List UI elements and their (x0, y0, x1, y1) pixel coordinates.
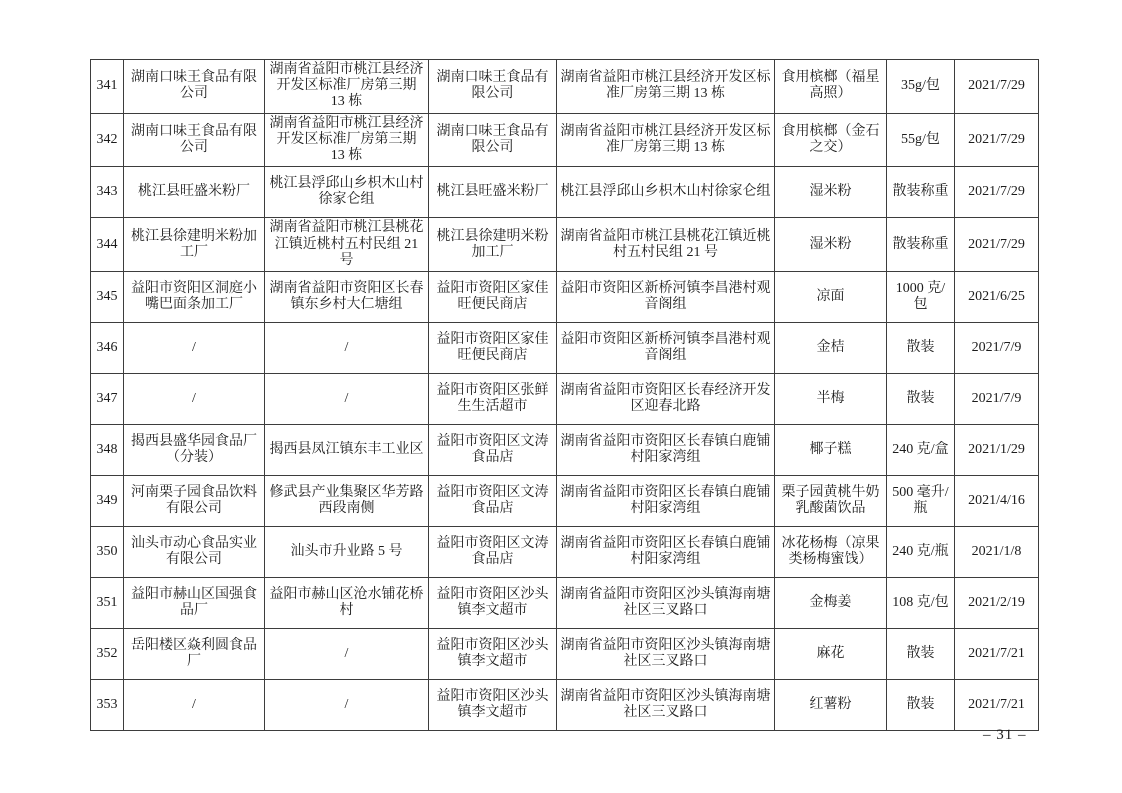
food-name-cell: 湿米粉 (775, 218, 887, 272)
spec-cell: 108 克/包 (887, 578, 955, 629)
sampled-unit-name-cell: 益阳市资阳区沙头镇李文超市 (429, 680, 557, 731)
sampled-unit-name-cell: 益阳市资阳区沙头镇李文超市 (429, 629, 557, 680)
table-row (91, 272, 1039, 323)
spec-cell: 35g/包 (887, 60, 955, 114)
table-row (91, 578, 1039, 629)
food-name-cell: 食用槟榔（福星高照） (775, 60, 887, 114)
sampled-unit-name-cell: 益阳市资阳区文涛食品店 (429, 476, 557, 527)
sampled-unit-address-cell: 湖南省益阳市资阳区长春镇白鹿铺村阳家湾组 (557, 425, 775, 476)
sampled-unit-address-cell: 益阳市资阳区新桥河镇李昌港村观音阁组 (557, 272, 775, 323)
spec-cell: 500 毫升/瓶 (887, 476, 955, 527)
producer-name-cell: 湖南口味王食品有限公司 (124, 113, 265, 167)
sampled-unit-address-cell: 湖南省益阳市资阳区长春镇白鹿铺村阳家湾组 (557, 476, 775, 527)
producer-address-cell: 湖南省益阳市桃江县桃花江镇近桃村五村民组 21 号 (265, 218, 429, 272)
sampled-unit-address-cell: 湖南省益阳市桃江县经济开发区标准厂房第三期 13 栋 (557, 60, 775, 114)
producer-address-cell: / (265, 680, 429, 731)
table-row (91, 425, 1039, 476)
row-number-cell: 348 (91, 425, 124, 476)
food-name-cell: 半梅 (775, 374, 887, 425)
spec-cell: 散装 (887, 680, 955, 731)
row-number-cell: 351 (91, 578, 124, 629)
producer-name-cell: 湖南口味王食品有限公司 (124, 60, 265, 114)
row-number-cell: 347 (91, 374, 124, 425)
food-name-cell: 红薯粉 (775, 680, 887, 731)
production-date-cell: 2021/7/9 (955, 323, 1039, 374)
sampled-unit-name-cell: 湖南口味王食品有限公司 (429, 60, 557, 114)
producer-name-cell: 桃江县旺盛米粉厂 (124, 167, 265, 218)
spec-cell: 散装 (887, 323, 955, 374)
sampled-unit-name-cell: 益阳市资阳区文涛食品店 (429, 527, 557, 578)
sampled-unit-name-cell: 益阳市资阳区家佳旺便民商店 (429, 272, 557, 323)
table-row (91, 476, 1039, 527)
production-date-cell: 2021/4/16 (955, 476, 1039, 527)
sampled-unit-name-cell: 桃江县旺盛米粉厂 (429, 167, 557, 218)
production-date-cell: 2021/1/8 (955, 527, 1039, 578)
sampled-unit-name-cell: 益阳市资阳区沙头镇李文超市 (429, 578, 557, 629)
row-number-cell: 343 (91, 167, 124, 218)
sampled-unit-address-cell: 湖南省益阳市资阳区沙头镇海南塘社区三叉路口 (557, 629, 775, 680)
producer-address-cell: 汕头市升业路 5 号 (265, 527, 429, 578)
sampled-unit-name-cell: 益阳市资阳区张鲜生生活超市 (429, 374, 557, 425)
food-name-cell: 湿米粉 (775, 167, 887, 218)
row-number-cell: 341 (91, 60, 124, 114)
table-body (91, 60, 1039, 731)
producer-address-cell: 揭西县凤江镇东丰工业区 (265, 425, 429, 476)
production-date-cell: 2021/6/25 (955, 272, 1039, 323)
producer-address-cell: 益阳市赫山区沧水铺花桥村 (265, 578, 429, 629)
sampled-unit-address-cell: 湖南省益阳市资阳区长春镇白鹿铺村阳家湾组 (557, 527, 775, 578)
food-name-cell: 金梅姜 (775, 578, 887, 629)
row-number-cell: 342 (91, 113, 124, 167)
sampled-unit-address-cell: 湖南省益阳市资阳区长春经济开发区迎春北路 (557, 374, 775, 425)
production-date-cell: 2021/7/29 (955, 60, 1039, 114)
spec-cell: 240 克/盒 (887, 425, 955, 476)
row-number-cell: 345 (91, 272, 124, 323)
table-row (91, 527, 1039, 578)
producer-name-cell: 益阳市赫山区国强食品厂 (124, 578, 265, 629)
page-number: – 31 – (983, 727, 1027, 743)
food-name-cell: 食用槟榔（金石之交） (775, 113, 887, 167)
producer-name-cell: 河南栗子园食品饮料有限公司 (124, 476, 265, 527)
sampled-unit-name-cell: 益阳市资阳区文涛食品店 (429, 425, 557, 476)
producer-address-cell: / (265, 374, 429, 425)
sampled-unit-name-cell: 益阳市资阳区家佳旺便民商店 (429, 323, 557, 374)
food-name-cell: 麻花 (775, 629, 887, 680)
spec-cell: 散装称重 (887, 218, 955, 272)
producer-name-cell: 益阳市资阳区洞庭小嘴巴面条加工厂 (124, 272, 265, 323)
table-row (91, 323, 1039, 374)
production-date-cell: 2021/7/9 (955, 374, 1039, 425)
producer-address-cell: 湖南省益阳市桃江县经济开发区标准厂房第三期 13 栋 (265, 60, 429, 114)
production-date-cell: 2021/7/21 (955, 629, 1039, 680)
row-number-cell: 349 (91, 476, 124, 527)
table-row (91, 113, 1039, 167)
sampling-results-table (90, 59, 1039, 731)
sampled-unit-address-cell: 湖南省益阳市资阳区沙头镇海南塘社区三叉路口 (557, 578, 775, 629)
food-name-cell: 冰花杨梅（凉果类杨梅蜜饯） (775, 527, 887, 578)
table-row (91, 374, 1039, 425)
producer-address-cell: 修武县产业集聚区华芳路西段南侧 (265, 476, 429, 527)
sampled-unit-name-cell: 桃江县徐建明米粉加工厂 (429, 218, 557, 272)
producer-address-cell: 桃江县浮邱山乡枳木山村徐家仑组 (265, 167, 429, 218)
spec-cell: 散装称重 (887, 167, 955, 218)
food-name-cell: 凉面 (775, 272, 887, 323)
producer-address-cell: / (265, 629, 429, 680)
table-row (91, 218, 1039, 272)
row-number-cell: 353 (91, 680, 124, 731)
table-row (91, 167, 1039, 218)
row-number-cell: 346 (91, 323, 124, 374)
table-row (91, 629, 1039, 680)
sampled-unit-name-cell: 湖南口味王食品有限公司 (429, 113, 557, 167)
producer-address-cell: / (265, 323, 429, 374)
sampled-unit-address-cell: 湖南省益阳市桃江县桃花江镇近桃村五村民组 21 号 (557, 218, 775, 272)
production-date-cell: 2021/7/29 (955, 113, 1039, 167)
producer-address-cell: 湖南省益阳市桃江县经济开发区标准厂房第三期 13 栋 (265, 113, 429, 167)
sampled-unit-address-cell: 桃江县浮邱山乡枳木山村徐家仑组 (557, 167, 775, 218)
sampled-unit-address-cell: 益阳市资阳区新桥河镇李昌港村观音阁组 (557, 323, 775, 374)
producer-name-cell: / (124, 680, 265, 731)
table-row (91, 680, 1039, 731)
production-date-cell: 2021/7/29 (955, 218, 1039, 272)
food-name-cell: 椰子糕 (775, 425, 887, 476)
row-number-cell: 344 (91, 218, 124, 272)
row-number-cell: 352 (91, 629, 124, 680)
table-row (91, 60, 1039, 114)
producer-name-cell: / (124, 374, 265, 425)
row-number-cell: 350 (91, 527, 124, 578)
food-name-cell: 金桔 (775, 323, 887, 374)
spec-cell: 1000 克/包 (887, 272, 955, 323)
producer-name-cell: 岳阳楼区焱利圆食品厂 (124, 629, 265, 680)
spec-cell: 散装 (887, 629, 955, 680)
production-date-cell: 2021/1/29 (955, 425, 1039, 476)
production-date-cell: 2021/7/21 (955, 680, 1039, 731)
spec-cell: 240 克/瓶 (887, 527, 955, 578)
producer-address-cell: 湖南省益阳市资阳区长春镇东乡村大仁塘组 (265, 272, 429, 323)
producer-name-cell: / (124, 323, 265, 374)
sampled-unit-address-cell: 湖南省益阳市桃江县经济开发区标准厂房第三期 13 栋 (557, 113, 775, 167)
producer-name-cell: 汕头市动心食品实业有限公司 (124, 527, 265, 578)
spec-cell: 散装 (887, 374, 955, 425)
spec-cell: 55g/包 (887, 113, 955, 167)
sampled-unit-address-cell: 湖南省益阳市资阳区沙头镇海南塘社区三叉路口 (557, 680, 775, 731)
food-name-cell: 栗子园黄桃牛奶乳酸菌饮品 (775, 476, 887, 527)
producer-name-cell: 桃江县徐建明米粉加工厂 (124, 218, 265, 272)
production-date-cell: 2021/7/29 (955, 167, 1039, 218)
production-date-cell: 2021/2/19 (955, 578, 1039, 629)
producer-name-cell: 揭西县盛华园食品厂（分装） (124, 425, 265, 476)
